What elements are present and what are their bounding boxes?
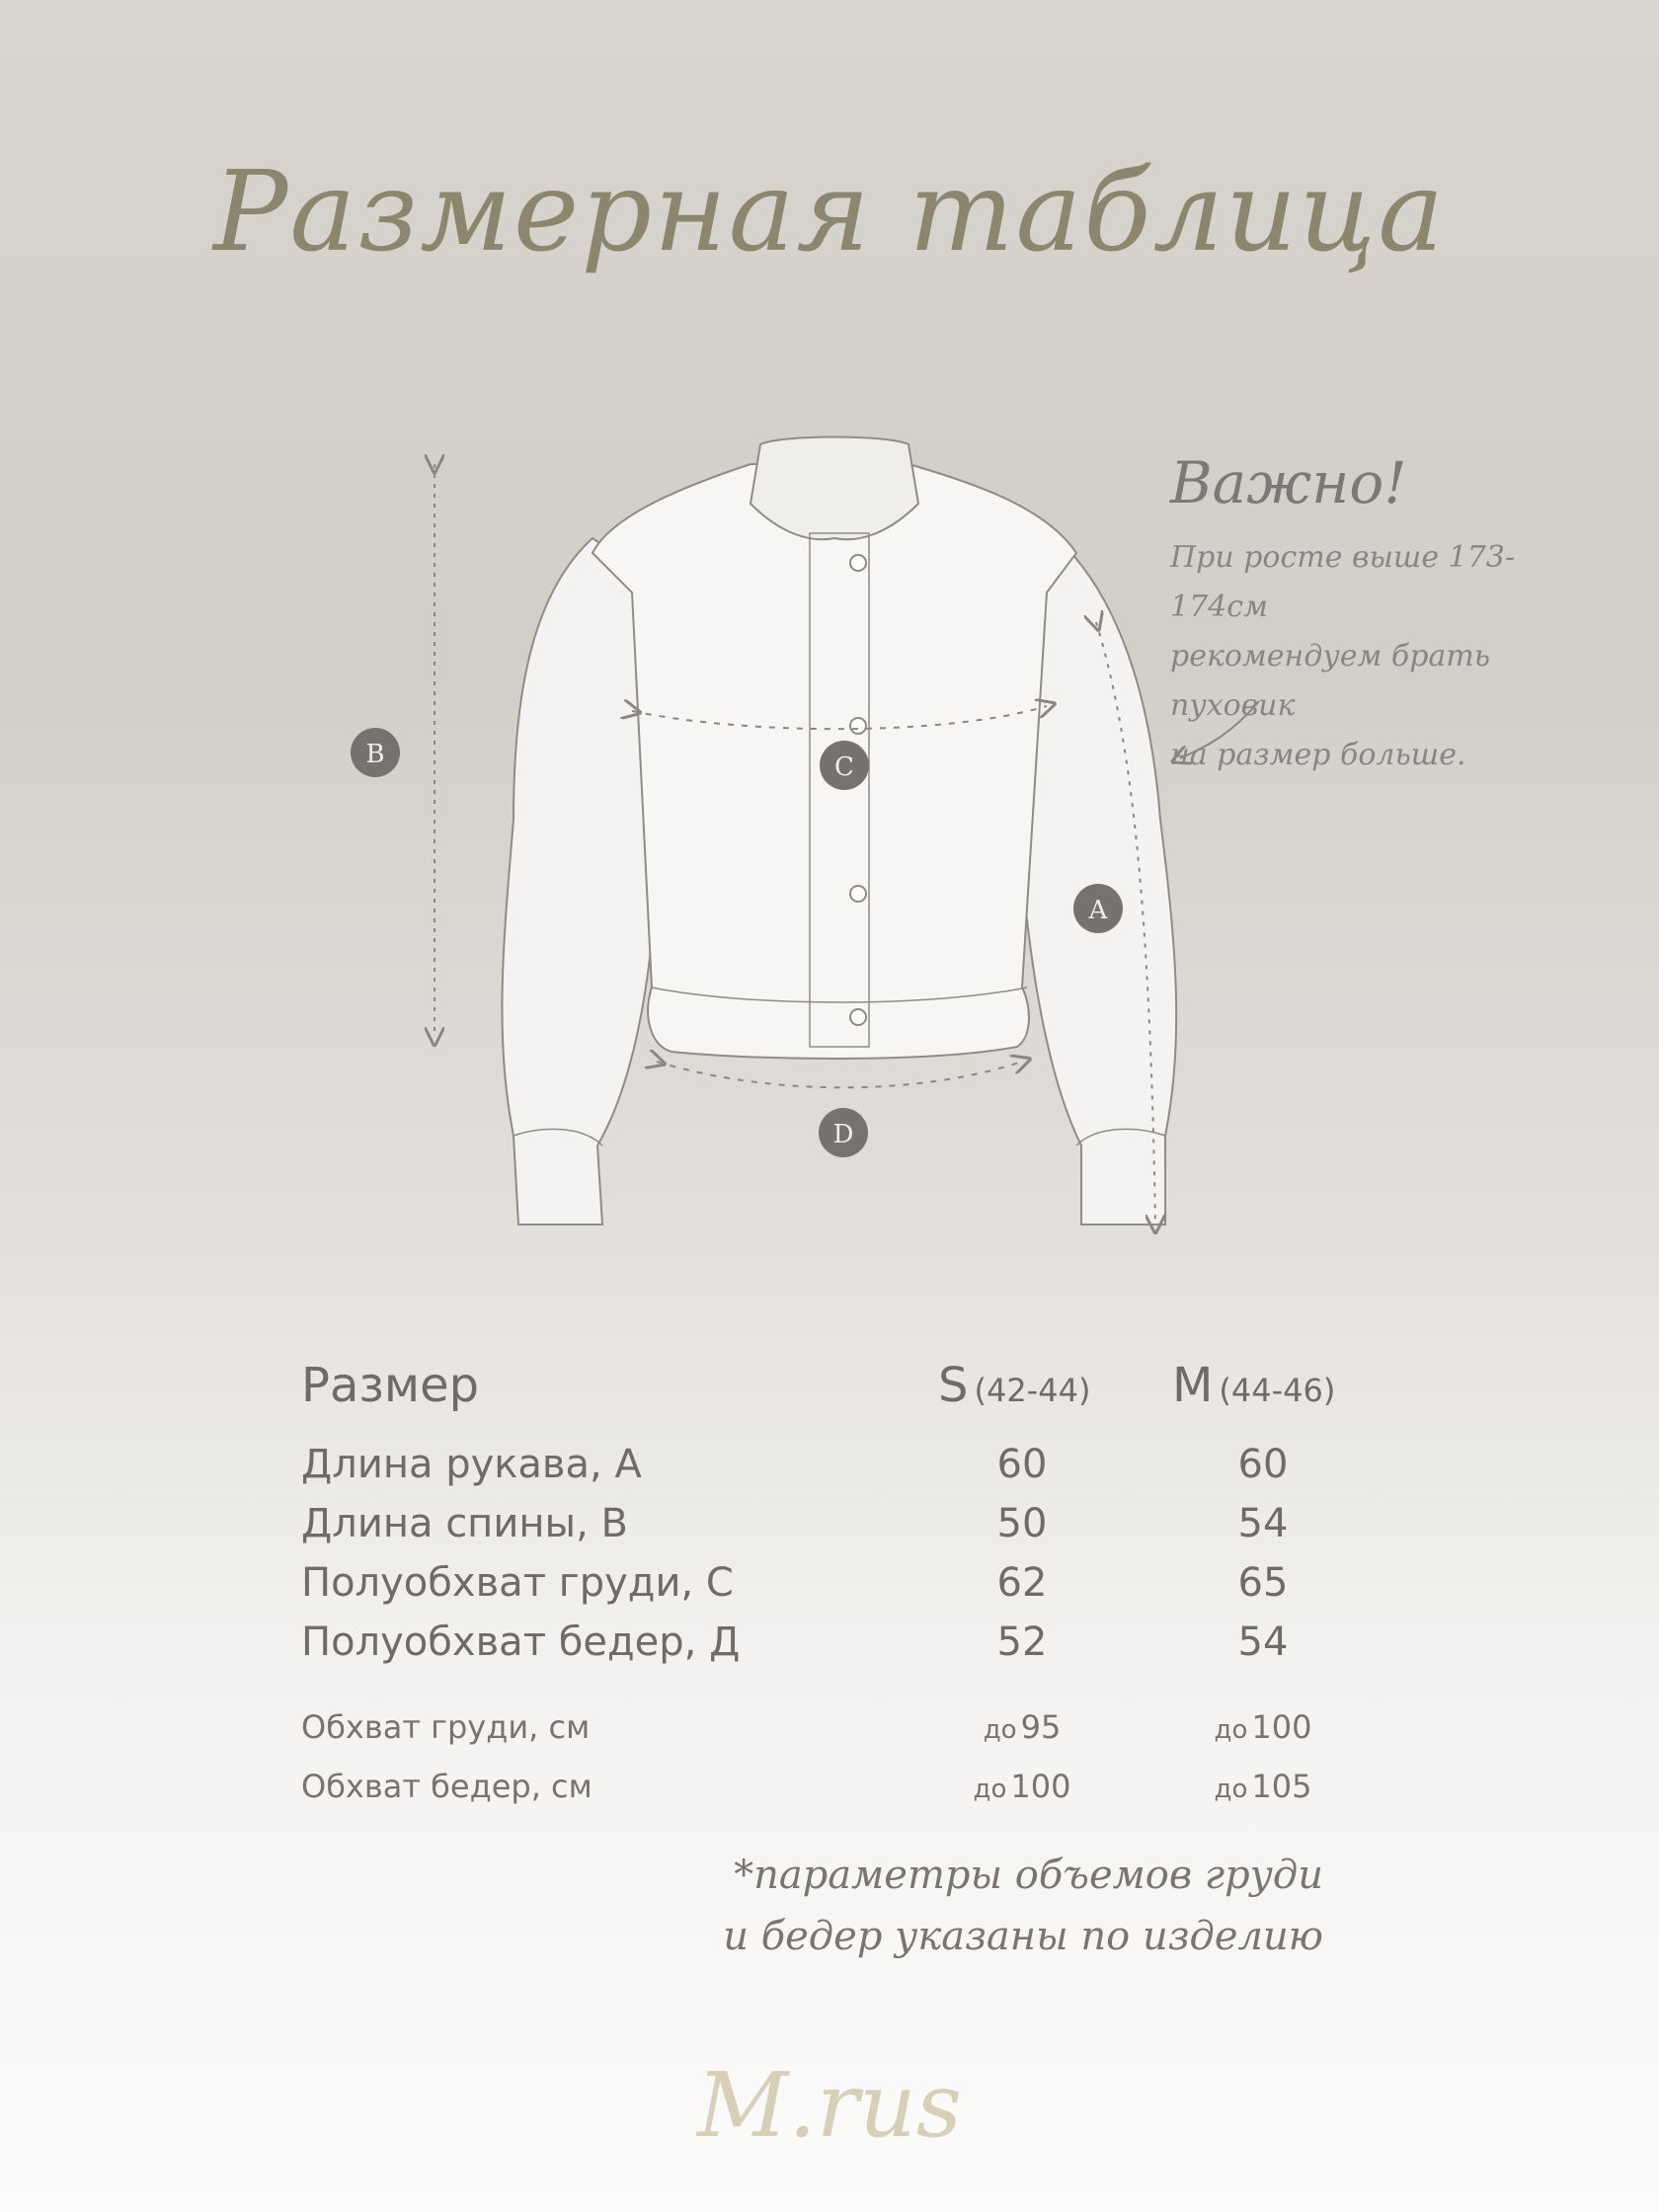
row-value-s xyxy=(948,1768,1096,1805)
value: 95 xyxy=(1020,1708,1062,1746)
value-prefix: до xyxy=(1214,1775,1248,1804)
footnote-line: *параметры объемов груди xyxy=(734,1853,1323,1898)
value-prefix: до xyxy=(1214,1715,1248,1745)
header-size-m xyxy=(1172,1358,1370,1413)
table-row xyxy=(301,1620,1387,1679)
table-row xyxy=(301,1768,1387,1827)
value-prefix: до xyxy=(973,1775,1007,1804)
size-m-range: (44-46) xyxy=(1219,1372,1336,1409)
row-value-m xyxy=(1189,1708,1337,1746)
row-value-s: 52 xyxy=(996,1620,1048,1665)
marker-c xyxy=(820,741,869,790)
size-s-letter: S xyxy=(938,1358,969,1413)
size-s-range: (42-44) xyxy=(974,1372,1091,1409)
table-row xyxy=(301,1501,1387,1560)
value-prefix: до xyxy=(983,1715,1017,1745)
row-value-m: 65 xyxy=(1237,1560,1289,1606)
table-row xyxy=(301,1708,1387,1768)
row-label: Длина рукава, А xyxy=(301,1442,642,1487)
table-row xyxy=(301,1442,1387,1501)
marker-b xyxy=(351,728,400,777)
row-value-s: 60 xyxy=(996,1442,1048,1487)
table-header xyxy=(301,1358,1387,1442)
row-value-m: 60 xyxy=(1237,1442,1289,1487)
row-value-m: 54 xyxy=(1237,1620,1289,1665)
footnote-line: и бедер указаны по изделию xyxy=(723,1914,1323,1959)
row-value-m xyxy=(1189,1768,1337,1805)
header-label: Размер xyxy=(301,1358,480,1413)
row-label: Обхват груди, см xyxy=(301,1708,591,1746)
jacket-collar xyxy=(750,437,918,540)
value: 100 xyxy=(1010,1768,1071,1805)
row-label: Длина спины, В xyxy=(301,1501,628,1546)
value: 105 xyxy=(1251,1768,1312,1805)
marker-d-label: D xyxy=(832,1120,854,1149)
row-value-s: 50 xyxy=(996,1501,1048,1546)
footnote xyxy=(691,1845,1323,1967)
marker-a xyxy=(1073,884,1123,933)
header-size-s xyxy=(938,1358,1136,1413)
note-line: рекомендуем брать пуховик xyxy=(1170,639,1491,723)
row-value-s: 62 xyxy=(996,1560,1048,1606)
row-value-m: 54 xyxy=(1237,1501,1289,1546)
value: 100 xyxy=(1251,1708,1312,1746)
note-line: на размер больше. xyxy=(1170,738,1466,772)
marker-d xyxy=(819,1108,868,1157)
row-label: Полуобхват груди, С xyxy=(301,1560,734,1606)
size-m-letter: M xyxy=(1172,1358,1214,1413)
marker-c-label: C xyxy=(834,752,854,782)
note-line: При росте выше 173-174см xyxy=(1170,540,1516,624)
table-row xyxy=(301,1560,1387,1620)
row-value-s xyxy=(948,1708,1096,1746)
size-table xyxy=(301,1358,1387,1827)
brand-logo: M.rus xyxy=(697,2054,962,2158)
marker-b-label: B xyxy=(365,740,385,769)
row-label: Полуобхват бедер, Д xyxy=(301,1620,741,1665)
note-title: Важно! xyxy=(1170,449,1407,516)
note-body xyxy=(1170,533,1595,780)
page-title: Размерная таблица xyxy=(212,148,1447,276)
marker-a-label: A xyxy=(1088,896,1108,925)
row-label: Обхват бедер, см xyxy=(301,1768,592,1805)
